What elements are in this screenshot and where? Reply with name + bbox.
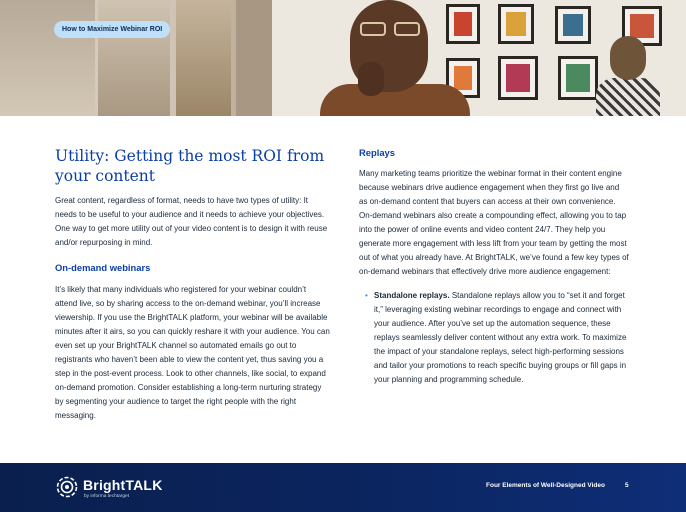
framed-artwork <box>558 56 598 100</box>
on-demand-paragraph: It’s likely that many individuals who registered for your webinar couldn’t attend live, so by sharing access to the on-demand webinar, you’ll increase viewership. If you use the BrightTALK platform, your webinar will be available minutes after it airs, so you can quickly reshare it with your audience. You can even set up your BrightTALK channel so automated emails go out to registrants who haven’t been able to view the content yet, thus saving you a step in the post-event process. Look to other channels, like social, to expand on-demand promotion. Consider establishing a long-term nurturing strategy by segmenting your audience to target the right people with the right messaging. <box>55 285 330 420</box>
artwork-panel <box>176 0 231 116</box>
artwork-panel <box>0 0 95 116</box>
man-with-glasses <box>320 0 460 116</box>
replays-paragraph: Many marketing teams prioritize the webinar format in their content engine because webinars drive audience engagement when they first go live and as on-demand content that buyers can access at their own convenience. On-demand webinars also create a compounding effect, allowing you to tap into the power of online events and video content 24/7. They help you generate more engagement with less lift from your team by getting the most out of what you already have. At BrightTALK, we’ve found a few key types of on-demand webinars that effectively drive more audience engagement: <box>359 169 629 276</box>
hero-image <box>0 0 686 116</box>
brand-name: BrightTALK <box>83 477 163 493</box>
brighttalk-logo <box>56 476 166 502</box>
page-title: Utility: Getting the most ROI from your content <box>55 147 325 185</box>
list-item-term: Standalone replays. <box>374 291 450 300</box>
gallery-visitor <box>596 36 656 116</box>
page-number: 5 <box>625 482 629 489</box>
replay-types-list <box>359 289 629 387</box>
framed-artwork <box>555 6 591 44</box>
brand-subtitle: by informa techtarget <box>84 494 130 499</box>
right-column <box>359 146 629 387</box>
list-item <box>365 289 629 387</box>
left-column <box>55 146 330 423</box>
framed-artwork <box>498 56 538 100</box>
artwork-panel <box>236 0 272 116</box>
list-item-text: Standalone replays allow you to “set it and forget it,” leveraging existing webinar recordings to engage and connect with your audience. After you’ve set up the automation sequence, these replays seamlessly deliver content without any extra work. To maximize the impact of your standalone replays, select high-performing sessions and tailor your promotions to reach specific buying groups or fill gaps in your planning and programming schedule. <box>374 291 627 384</box>
on-demand-heading: On-demand webinars <box>55 262 151 273</box>
artwork-panel <box>98 0 170 116</box>
page-footer <box>0 463 686 512</box>
intro-paragraph: Great content, regardless of format, needs to have two types of utility: It needs to be useful to your audience and it needs to achieve your objectives. One way to get more utility out of your video content is to design it with reuse and/or repurposing in mind. <box>55 196 328 247</box>
framed-artwork <box>498 4 534 44</box>
section-badge: How to Maximize Webinar ROI <box>54 21 170 38</box>
replays-heading: Replays <box>359 147 395 158</box>
footer-document-title: Four Elements of Well-Designed Video <box>486 482 605 489</box>
brighttalk-logo-icon <box>56 476 78 498</box>
bullet-icon: • <box>365 291 368 300</box>
